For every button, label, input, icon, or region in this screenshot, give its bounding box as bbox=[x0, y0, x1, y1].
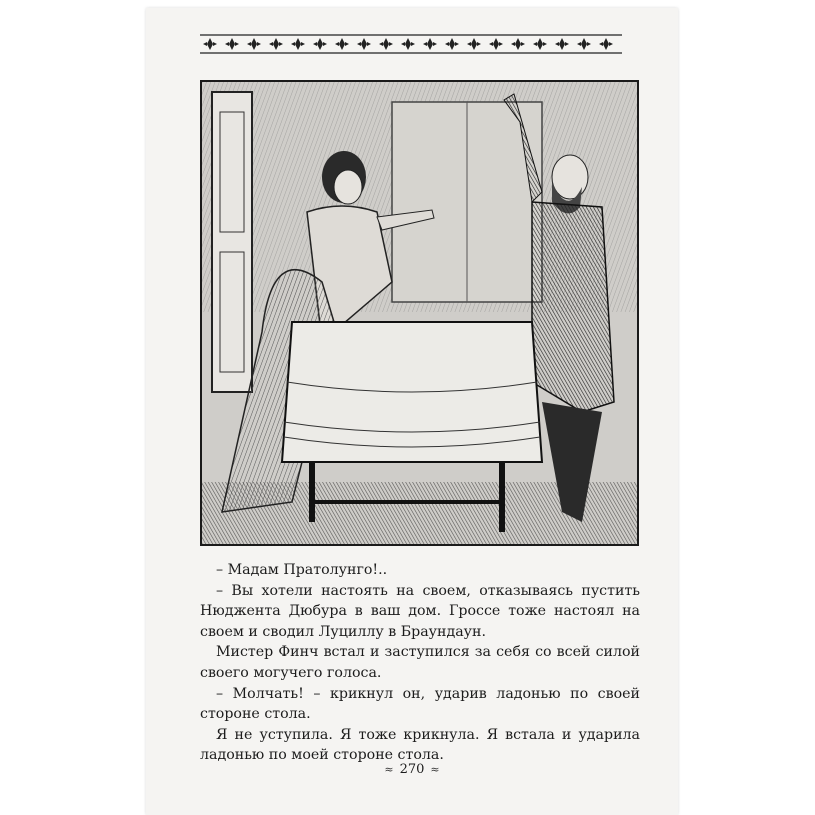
fleuron-icon bbox=[577, 38, 591, 50]
paragraph: – Мадам Пратолунго!.. bbox=[216, 562, 388, 578]
fleuron-icon bbox=[599, 38, 613, 50]
fleuron-icon bbox=[489, 38, 503, 50]
header-ornament bbox=[200, 30, 622, 58]
page-number-label: 270 bbox=[399, 761, 425, 777]
fleuron-icon bbox=[247, 38, 261, 50]
flourish-icon: ≈ bbox=[384, 762, 394, 776]
fleuron-icon bbox=[467, 38, 481, 50]
fleuron-icon bbox=[533, 38, 547, 50]
fleuron-icon bbox=[423, 38, 437, 50]
fleuron-icon bbox=[357, 38, 371, 50]
paragraph: Мистер Финч встал и заступился за себя со всей силой своего могучего голоса. bbox=[200, 644, 640, 681]
fleuron-icon bbox=[401, 38, 415, 50]
book-page bbox=[146, 8, 678, 815]
fleuron-icon bbox=[445, 38, 459, 50]
fleuron-icon bbox=[379, 38, 393, 50]
page-number bbox=[146, 761, 678, 777]
fleuron-icon bbox=[511, 38, 525, 50]
paragraph: Я не уступила. Я тоже крикнула. Я встала и ударила ладонью по моей стороне стола. bbox=[200, 726, 640, 764]
paragraph: – Вы хотели настоять на своем, отказываясь пустить Нюджента Дюбура в ваш дом. Гроссе тоже настоял на своем и сводил Луциллу в Браундаун. bbox=[200, 582, 640, 640]
fleuron-icon bbox=[203, 38, 217, 50]
fleuron-icon bbox=[291, 38, 305, 50]
paragraph: – Молчать! – крикнул он, ударив ладонью по своей стороне стола. bbox=[200, 685, 640, 723]
fleuron-icon bbox=[225, 38, 239, 50]
engraving-illustration bbox=[200, 80, 639, 546]
body-text bbox=[200, 560, 640, 766]
fleuron-icon bbox=[313, 38, 327, 50]
fleuron-icon bbox=[335, 38, 349, 50]
fleuron-icon bbox=[555, 38, 569, 50]
flourish-icon: ≈ bbox=[430, 762, 440, 776]
fleuron-icon bbox=[269, 38, 283, 50]
